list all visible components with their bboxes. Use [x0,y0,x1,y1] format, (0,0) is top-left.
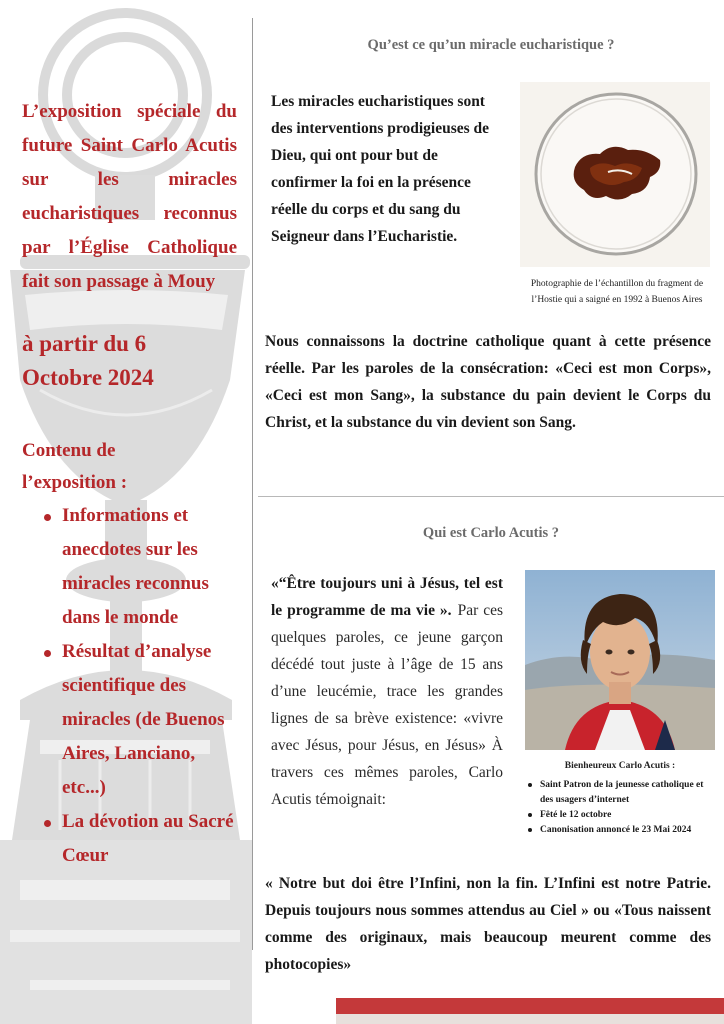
date-line-2: Octobre 2024 [22,365,154,390]
carlo-quote: «“Être toujours uni à Jésus, tel est le programme de ma vie ». [271,575,503,619]
bullet-icon [44,514,51,521]
exhibition-intro: L’exposition spéciale du future Saint Carlo Acutis sur les miracles eucharistiques reconnus par l’Église Catholique fait son passage à Mouy [22,101,237,292]
bullet-icon [44,650,51,657]
footer-base-bar [336,1014,724,1024]
carlo-text-block [271,570,503,813]
contents-list [22,499,237,873]
carlo-portrait-image [525,570,715,750]
list-item [22,805,237,873]
carlo-portrait-photo [525,570,715,750]
list-item [22,635,237,805]
column-divider [252,18,253,950]
carlo-closing-quote: « Notre but doi être l’Infini, non la fin. L’Infini est notre Patrie. Depuis toujours nous sommes attendus au Ciel » ou «Tous naissent comme des originaux, mais beaucoup meurent comme des photocopies» [265,875,711,973]
list-item [22,499,237,635]
date-line-1: à partir du 6 [22,331,147,356]
carlo-facts-list [526,778,718,838]
fact-text: Canonisation annoncé le 23 Mai 2024 [540,825,692,835]
host-fragment-image [520,82,710,267]
exhibition-date [22,327,237,395]
list-item-text: La dévotion au Sacré Cœur [62,811,234,866]
list-item-text: Informations et anecdotes sur les miracles reconnus dans le monde [62,505,209,628]
section-divider [258,496,724,497]
carlo-photo-caption: Bienheureux Carlo Acutis : [564,761,676,771]
bullet-icon [528,783,532,787]
bullet-icon [44,820,51,827]
fact-text: Fêté le 12 octobre [540,810,612,820]
contents-heading-line-2: l’exposition : [22,472,128,493]
carlo-description: Par ces quelques paroles, ce jeune garçon décédé tout juste à l’âge de 15 ans d’une leucémie, trace les grandes lignes de sa brève existence: «vivre avec Jésus, pour Jésus, en Jésus» À travers ces mêmes paroles, Carlo Acutis témoignait: [271,602,504,808]
bullet-icon [528,813,532,817]
list-item [526,778,718,808]
left-panel [0,0,252,1024]
list-item [526,808,718,823]
footer-accent-bar [336,998,724,1014]
carlo-section-title: Qui est Carlo Acutis ? [422,525,560,541]
bullet-icon [528,828,532,832]
miracle-section-title: Qu’est ce qu’un miracle eucharistique ? [367,37,615,53]
miracle-intro: Les miracles eucharistiques sont des interventions prodigieuses de Dieu, qui ont pour but de confirmer la foi en la présence réelle du corps et du sang du Seigneur dans l’Eucharistie. [271,93,490,245]
host-fragment-photo [520,82,710,267]
host-photo-caption: Photographie de l’échantillon du fragment de l’Hostie qui a saigné en 1992 à Buenos Aires [530,279,704,305]
left-content [22,95,237,873]
fact-text: Saint Patron de la jeunesse catholique et des usagers d’internet [540,780,704,805]
contents-heading-line-1: Contenu de [22,440,116,461]
contents-heading [22,435,237,499]
list-item [526,823,718,838]
list-item-text: Résultat d’analyse scientifique des miracles (de Buenos Aires, Lanciano, etc...) [62,641,225,798]
miracle-body: Nous connaissons la doctrine catholique quant à cette présence réelle. Par les paroles de la consécration: «Ceci est mon Corps», «Ceci est mon Sang», la substance du pain devient le Corps du Christ, et la substance du vin devient son Sang. [265,333,711,431]
